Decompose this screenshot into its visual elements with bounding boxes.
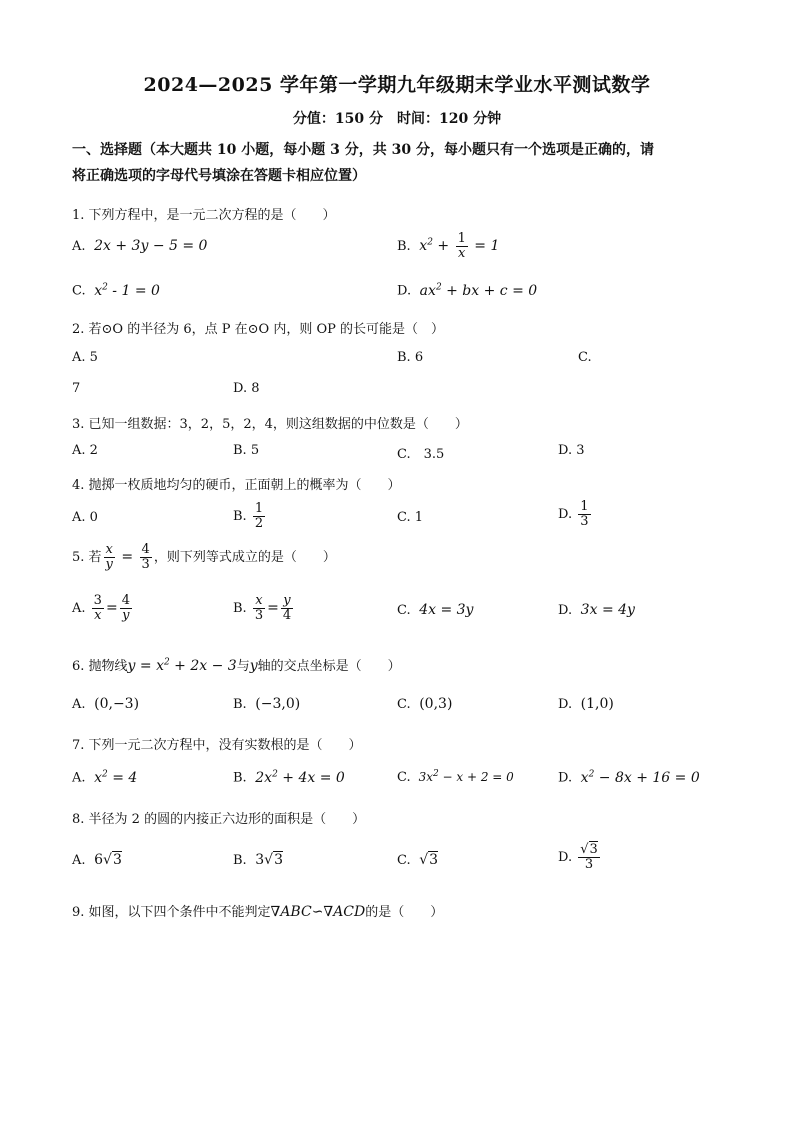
question-7: 7. 下列一元二次方程中，没有实数根的是（ ） [72, 738, 362, 753]
q8-option-d: D. $\frac{√3}{3}$ [558, 842, 598, 872]
q2-option-c-value: 7 [72, 381, 81, 396]
q8-option-b: B. 3√3 [233, 852, 284, 868]
section-heading [72, 137, 732, 189]
question-8: 8. 半径为 2 的圆的内接正六边形的面积是（ ） [72, 812, 366, 827]
q1-option-d: D. $ax^2$ + bx + c = 0 [397, 282, 538, 299]
q2-option-c: C. [578, 350, 592, 365]
q5-option-a: A. $\frac{3}{x}$ = $\frac{4}{y}$ [72, 593, 130, 623]
section-heading-line1: 一、选择题（本大题共 10 小题，每小题 3 分，共 30 分，每小题只有一个选项是正确的，请 [72, 142, 654, 158]
q6-option-c: C. (0,3) [397, 696, 453, 712]
q8-option-c: C. √3 [397, 852, 439, 868]
q1-option-c: C. $x^2 - 1 = 0$ [72, 282, 160, 299]
q6-option-d: D. (1,0) [558, 696, 614, 712]
question-9: 9. 如图，以下四个条件中不能判定∇ABC∽∇ACD的是（ ） [72, 904, 444, 920]
section-heading-line2: 将正确选项的字母代号填涂在答题卡相应位置） [72, 168, 366, 184]
q6-option-b: B. (−3,0) [233, 696, 301, 712]
q4-option-d: D. $\frac{1}{3}$ [558, 499, 589, 529]
q7-option-d: D. $x^2 - 8x + 16 = 0$ [558, 769, 700, 786]
q2-option-a: A. 5 [72, 350, 98, 365]
q5-option-c: C. 4x = 3y [397, 602, 474, 618]
q3-option-b: B. 5 [233, 443, 260, 458]
q3-option-a: A. 2 [72, 443, 98, 458]
question-2: 2. 若⊙O 的半径为 6，点 P 在⊙O 内，则 OP 的长可能是（ ） [72, 322, 444, 337]
q6-option-a: A. (0,−3) [72, 696, 140, 712]
q7-option-b: B. $2x^2 + 4x = 0$ [233, 769, 345, 786]
question-6: 6. 抛物线$y = x^2 + 2x - 3$与y轴的交点坐标是（ ） [72, 657, 401, 674]
q4-option-c: C. 1 [397, 510, 424, 525]
q3-option-c: C. 3.5 [397, 447, 445, 462]
q5-option-d: D. 3x = 4y [558, 602, 635, 618]
exam-title: 2024—2025 学年第一学期九年级期末学业水平测试数学 [143, 74, 651, 96]
q3-option-d: D. 3 [558, 443, 585, 458]
question-1: 1. 下列方程中，是一元二次方程的是（ ） [72, 208, 336, 223]
q8-option-a: A. 6√3 [72, 852, 122, 868]
question-3: 3. 已知一组数据：3，2，5，2，4，则这组数据的中位数是（ ） [72, 417, 468, 432]
question-5: 5. 若 $\frac{x}{y}$ = $\frac{4}{3}$ ，则下列等式成立的是（ ） [72, 542, 336, 572]
exam-subtitle: 分值：150 分 时间：120 分钟 [292, 111, 502, 127]
q4-option-a: A. 0 [72, 510, 98, 525]
q1-option-b: B. $x^2$ + $\frac{1}{x}$ = 1 [397, 231, 500, 261]
q7-option-c: C. $3x^2 - x + 2 = 0$ [397, 769, 514, 785]
q2-option-b: B. 6 [397, 350, 424, 365]
question-4: 4. 抛掷一枚质地均匀的硬币，正面朝上的概率为（ ） [72, 478, 401, 493]
q1-a-formula: 2x + 3y − 5 = 0 [89, 238, 208, 254]
q5-option-b: B. $\frac{x}{3}$ = $\frac{y}{4}$ [233, 593, 292, 623]
q2-option-d: D. 8 [233, 381, 260, 396]
q1-option-a: A. 2x + 3y − 5 = 0 [72, 238, 208, 254]
q4-option-b: B. $\frac{1}{2}$ [233, 501, 264, 531]
q7-option-a: A. $x^2 = 4$ [72, 769, 138, 786]
